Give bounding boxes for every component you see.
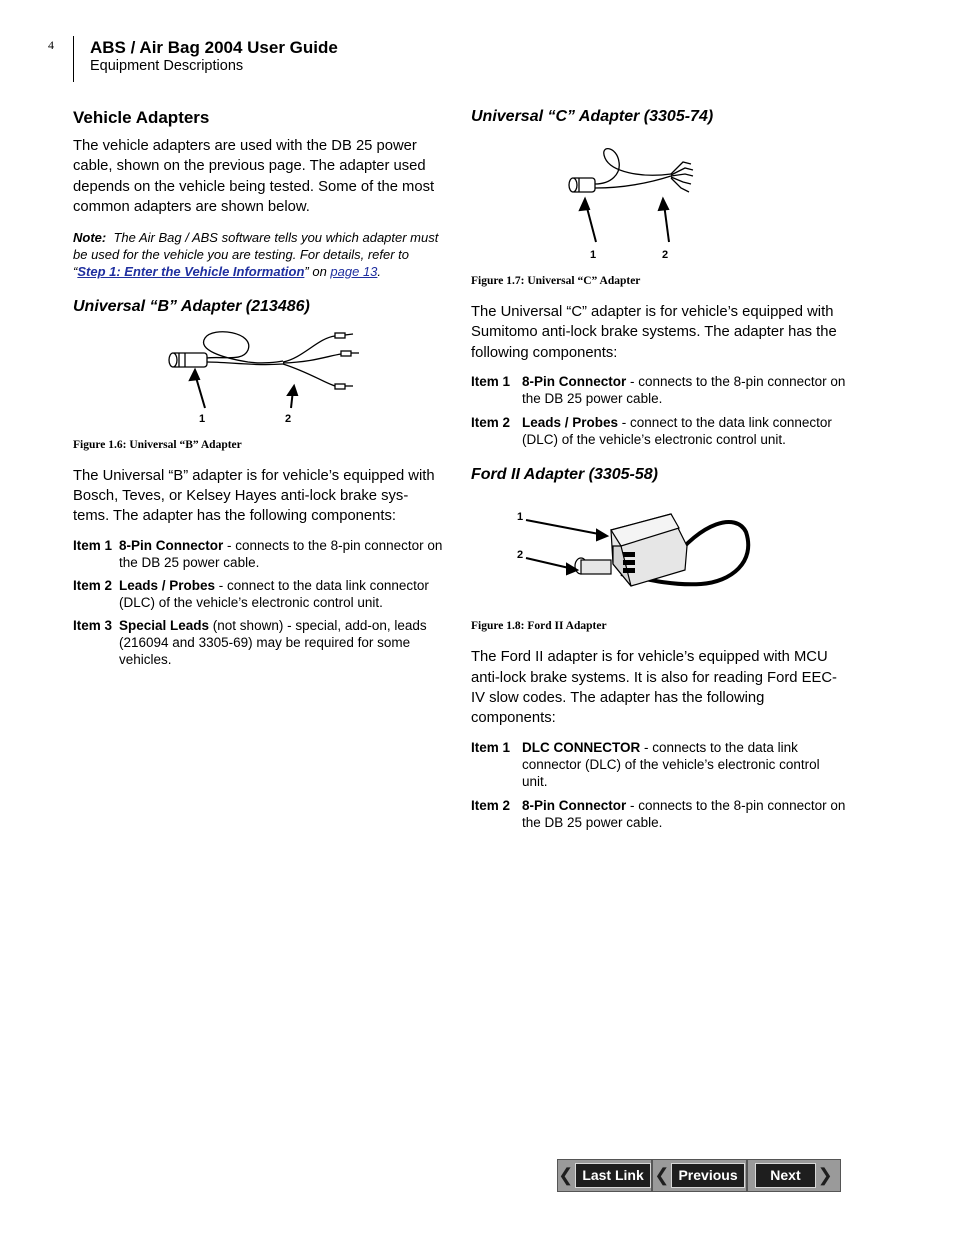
back-arrow-icon: ❮ (558, 1165, 574, 1185)
next-label: Next (755, 1163, 815, 1188)
note-end: . (377, 263, 382, 279)
c-item-1-number: Item 1 (471, 374, 511, 390)
next-button[interactable] (747, 1159, 841, 1192)
note-text: The Air Bag / ABS software tells you which adapter must be used for the vehicle you are testing. For details, refer to “ (73, 229, 439, 279)
universal-b-illustration (73, 328, 443, 436)
ford-ii-figure (471, 502, 846, 620)
previous-label: Previous (671, 1163, 744, 1188)
ford-item-2 (471, 797, 846, 831)
ford-callout-1: 1 (517, 511, 524, 524)
b-item-2-name: Leads / Probes (119, 577, 216, 593)
ford-ii-heading: Ford II Adapter (3305-58) (471, 466, 659, 484)
ford-ii-items (471, 739, 846, 831)
last-link-label: Last Link (575, 1163, 650, 1188)
universal-c-heading: Universal “C” Adapter (3305-74) (471, 108, 714, 125)
universal-c-caption: Figure 1.7: Universal “C” Adapter (471, 275, 641, 287)
b-callout-2: 2 (285, 412, 292, 425)
ford-item-1-desc: - connects to the data link connector (DLC) of the vehicle’s electronic control unit. (522, 739, 820, 789)
universal-b-body: The Universal “B” adapter is for vehicle’s equipped with Bosch, Teves, or Kelsey Hayes anti-lock brake sys-tems. The adapter has the following components: (73, 467, 435, 525)
b-item-1-desc: - connects to the 8-pin connector on the DB 25 power cable. (119, 537, 443, 570)
section-subtitle: Equipment Descriptions (90, 58, 244, 74)
previous-arrow-icon: ❮ (654, 1165, 670, 1185)
c-item-2-desc: - connect to the data link connector (DLC) of the vehicle’s electronic control unit. (522, 415, 832, 448)
c-item-1-name: 8-Pin Connector (522, 374, 627, 390)
next-arrow-icon: ❯ (817, 1165, 833, 1185)
left-column (73, 108, 443, 668)
b-item-3-name: Special Leads (119, 617, 210, 633)
document-title: ABS / Air Bag 2004 User Guide (90, 38, 338, 57)
note-label: Note: (73, 229, 107, 245)
universal-b-figure (73, 328, 443, 436)
b-item-3 (73, 617, 443, 668)
b-item-1-name: 8-Pin Connector (119, 537, 224, 553)
universal-c-items (471, 373, 846, 448)
step1-link[interactable]: Step 1: Enter the Vehicle Information (77, 263, 305, 279)
c-callout-2: 2 (662, 249, 669, 261)
universal-c-illustration (471, 144, 846, 262)
c-item-1 (471, 373, 846, 407)
universal-b-items (73, 537, 443, 668)
page-navigation (557, 1159, 841, 1192)
last-link-button[interactable] (557, 1159, 652, 1192)
note-mid: ” on (304, 263, 331, 279)
header-rule (73, 36, 74, 82)
universal-b-caption: Figure 1.6: Universal “B” Adapter (73, 438, 242, 451)
c-item-2 (471, 414, 846, 448)
b-item-1-number: Item 1 (73, 537, 113, 553)
c-item-1-desc: - connects to the 8-pin connector on the DB 25 power cable. (522, 374, 846, 407)
ford-ii-caption: Figure 1.8: Ford II Adapter (471, 620, 607, 633)
universal-b-heading: Universal “B” Adapter (213486) (73, 297, 310, 315)
c-callout-1: 1 (590, 249, 597, 261)
ford-ii-body: The Ford II adapter is for vehicle’s equipped with MCU anti-lock brake systems. It is also for reading Ford EEC-IV slow codes. The adapter has the following components: (471, 649, 837, 727)
universal-c-figure (471, 144, 846, 262)
note-paragraph (73, 229, 443, 280)
b-item-2 (73, 577, 443, 611)
b-callout-1: 1 (199, 412, 206, 425)
b-item-3-desc: (not shown) - special, add-on, leads (216094 and 3305-69) may be required for some vehicles. (119, 617, 427, 667)
ford-item-2-name: 8-Pin Connector (522, 797, 627, 813)
ford-item-2-number: Item 2 (471, 797, 511, 813)
b-item-3-number: Item 3 (73, 617, 113, 633)
right-column (471, 108, 846, 831)
ford-callout-2: 2 (517, 549, 524, 562)
ford-item-1 (471, 739, 846, 790)
c-item-2-name: Leads / Probes (522, 415, 619, 431)
vehicle-adapters-heading: Vehicle Adapters (73, 108, 210, 127)
b-item-2-number: Item 2 (73, 577, 113, 593)
vehicle-adapters-intro: The vehicle adapters are used with the DB 25 power cable, shown on the previous page. The adapter used depends on the vehicle being tested. Some of the most common adapters are shown below. (73, 138, 435, 216)
b-item-1 (73, 537, 443, 571)
b-item-2-desc: - connect to the data link connector (DLC) of the vehicle’s electronic control unit. (119, 577, 429, 610)
c-item-2-number: Item 2 (471, 415, 511, 431)
ford-ii-illustration (471, 502, 846, 620)
ford-item-2-desc: - connects to the 8-pin connector on the DB 25 power cable. (522, 797, 846, 830)
previous-button[interactable] (652, 1159, 747, 1192)
page13-link[interactable]: page 13 (330, 263, 378, 279)
universal-c-body: The Universal “C” adapter is for vehicle’s equipped with Sumitomo anti-lock brake systems. The adapter has the following components: (471, 304, 837, 361)
ford-item-1-name: DLC CONNECTOR (522, 739, 641, 755)
page-number: 4 (48, 38, 54, 52)
ford-item-1-number: Item 1 (471, 739, 511, 755)
